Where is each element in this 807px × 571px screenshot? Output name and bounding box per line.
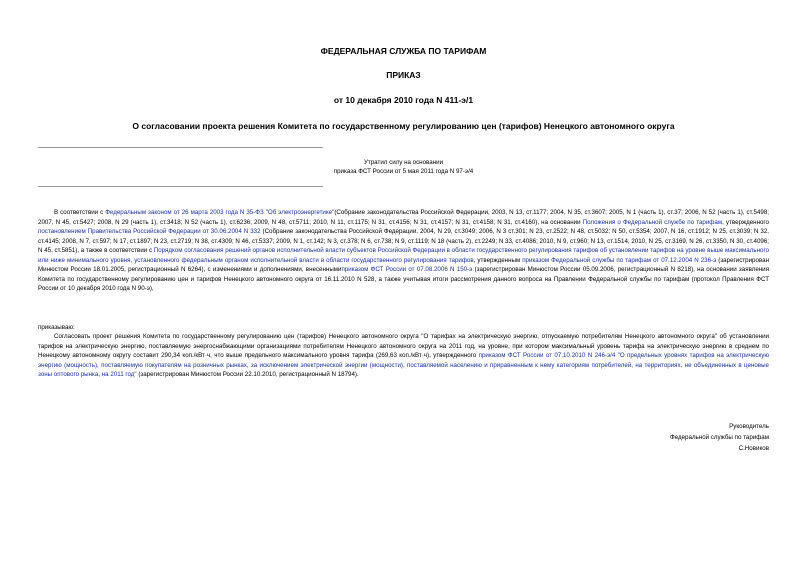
link-federal-law[interactable]: Федеральным законом от 26 марта 2003 года N 35-ФЗ "Об электроэнергетике" bbox=[105, 209, 335, 216]
order-text: (зарегистрирован Минюстом России 22.10.2010, регистрационный N 18794). bbox=[136, 371, 359, 378]
preamble-text: (зарегистрирован Минюстом России 18.01.2005, регистрационный N 6264), с изменениями и дополнениями, внесенными bbox=[38, 256, 770, 273]
preamble-text: , утвержденного bbox=[722, 218, 769, 226]
header-org: ФЕДЕРАЛЬНАЯ СЛУЖБА ПО ТАРИФАМ bbox=[320, 46, 487, 56]
header-date-number: от 10 декабря 2010 года N 411-э/1 bbox=[333, 95, 474, 105]
preamble-text: В соответствии с bbox=[54, 209, 106, 216]
order-word: приказываю: bbox=[38, 324, 75, 331]
preamble-text: (зарегистрирован Минюстом России 05.09.2006, регистрационный N 8218), на основании заявления Комитета по государственному регулированию цен и тарифов Ненецкого автономного округа от 16.11.2010 N 528, а также учитывая итоги рассмотрения данного вопроса на Правлении Федеральной службы по тарифам (протокол Правления ФСТ России от 10 декабря 2010 года N 90-э), bbox=[38, 266, 769, 292]
divider-bottom bbox=[38, 186, 323, 187]
link-fst-order-150[interactable]: приказом ФСТ России от 07.08.2006 N 150-э bbox=[341, 266, 473, 273]
signature-block bbox=[670, 421, 769, 454]
link-fst-order-236[interactable]: приказом Федеральной службы по тарифам от 07.12.2004 N 236-э bbox=[522, 256, 717, 264]
link-government-decree[interactable]: постановлением Правительства Российской Федерации от 30.06.2004 N 332 bbox=[38, 228, 261, 235]
status-note-line2: приказа ФСТ России от 5 мая 2011 года N 97-э/4 bbox=[333, 168, 474, 175]
order-text: Согласовать проект решения Комитета по государственному регулированию цен (тарифов) Ненецкого автономного округа "О тарифах на электрическую энергию, отпускаемую потребителям Ненецкого автономного округа" об установлении тарифов на электрическую энергию, поставляемую энергоснабжающими организациями потребителям Ненецкого автономного округа на 2011 год, на уровне, при котором максимальный уровень тарифа на электрическую энергию в среднем по Ненецкому автономному округу составит 290,34 коп./кВт·ч, что выше предельного максимального уровня тарифа (269,63 коп./кВт·ч), утвержденного bbox=[38, 333, 769, 359]
document-title: О согласовании проекта решения Комитета по государственному регулированию цен (тарифов) Ненецкого автономного округа bbox=[132, 121, 675, 131]
preamble-paragraph bbox=[38, 208, 769, 294]
link-approval-procedure[interactable]: Порядком согласования решений органов исполнительной власти субъектов Российской Федерации в области государственного регулирования тарифов об установлении тарифов на уровне выше максимального или ниже минимального уровня, установленного федеральным органом исполнительной власти в области государственного регулирования тарифов bbox=[38, 247, 770, 264]
status-note-line1: Утратил силу на основании bbox=[363, 159, 444, 166]
signature-position1: Руководитель bbox=[729, 423, 769, 430]
signature-name: С.Новиков bbox=[738, 445, 769, 452]
preamble-text: (Собрание законодательства Российской Федерации, 2003, N 13, ст.1177; 2004, N 35, ст.3607; 2005, N 1 (часть 1), ст.37; 2006, N 52 (часть 1), ст.5498; 2007, N 45, ст.5427; 2008, N 29 (часть 1), ст.3418; N 52 (часть 1), ст.6236; 2009, N 48, ст.5711; 2010, N 11, ст.1175; N 31, ст.4156; N 31, ст.4157; N 31, ст.4158; N 31, ст.4160), на основании bbox=[38, 209, 769, 226]
signature-position2: Федеральной службы по тарифам bbox=[670, 434, 769, 441]
link-fst-order-246[interactable]: приказом ФСТ России от 07.10.2010 N 246-э/4 "О предельных уровнях тарифов на электрическую энергию (мощность), поставляемую покупателям на розничных рынках, за исключением электрической энергии (мощности), поставляемой населению и приравненным к нему категориям потребителей, на территориях, не объединенных в ценовые зоны оптового рынка, на 2011 год" bbox=[38, 352, 769, 378]
divider-top bbox=[38, 147, 323, 148]
preamble-text: (Собрание законодательства Российской Федерации, 2004, N 29, ст.3049; 2006, N 3 ст.301; N 23, ст.2522; N 48, ст.5032; N 50, ст.5354; 2007, N 16, ст.1912; N 25, ст.3039; N 32, ст.4145; 2008, N 7, ст.597; N 17, ст.1897; N 23, ст.2719; N 38, ст.4309; N 46, ст.5337; 2009, N 1, ст.142; N 3, ст.378; N 6, ст.738; N 9, ст.1119; N 18 (часть 2), ст.2249; N 33, ст.4086; 2010, N 9, ст.960; N 13, ст.1514, 2010, N 25, ст.3169, N 26, ст.3350, N 30, ст.4096; N 45, ст.5851), а также в соответствии с bbox=[38, 228, 769, 254]
preamble-text: , утвержденным bbox=[473, 256, 523, 264]
link-fst-regulation[interactable]: Положения о Федеральной службе по тарифам bbox=[582, 218, 723, 226]
header-doc-type: ПРИКАЗ bbox=[386, 70, 421, 80]
status-note bbox=[38, 158, 769, 176]
order-paragraph bbox=[38, 332, 769, 380]
